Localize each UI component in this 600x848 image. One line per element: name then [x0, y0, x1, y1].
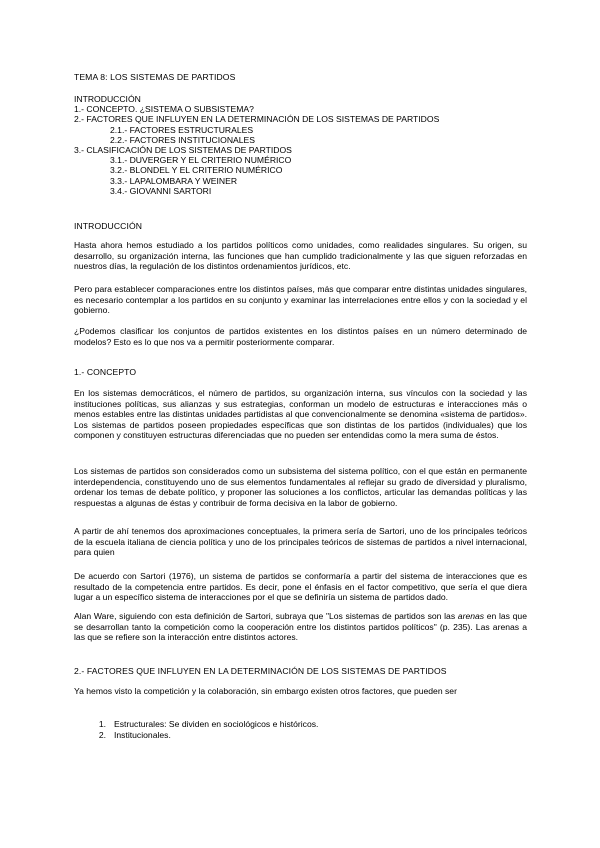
- section-heading-concepto: 1.- CONCEPTO: [74, 367, 137, 377]
- emphasis-text: arenas: [457, 611, 485, 621]
- paragraph: En los sistemas democráticos, el número de partidos, su organización interna, sus vínculos con la sociedad y las instituciones políticas, sus alianzas y sus estrategias, conforman un modelo de estructuras e interacciones más o menos estables entre las distintas unidades partidistas al que convencionalmente se denomina «sistema de partidos». Los sistemas de partidos poseen propiedades específicas que son distintas de los partidos (individuales) que los componen y constituyen estructuras diferenciadas que no pueden ser entendidas como la mera suma de éstos.: [74, 388, 527, 440]
- toc-subitem: 3.4.- GIOVANNI SARTORI: [110, 185, 212, 196]
- section-heading-factores: 2.- FACTORES QUE INFLUYEN EN LA DETERMINACIÓN DE LOS SISTEMAS DE PARTIDOS: [74, 666, 447, 676]
- toc-subitem: 2.2.- FACTORES INSTITUCIONALES: [110, 134, 256, 145]
- toc-subitem: 2.1.- FACTORES ESTRUCTURALES: [110, 124, 254, 135]
- toc-item: 1.- CONCEPTO. ¿SISTEMA O SUBSISTEMA?: [74, 104, 254, 115]
- list-item: [84, 719, 524, 730]
- toc-subitem: 3.3.- LAPALOMBARA Y WEINER: [110, 175, 238, 186]
- paragraph: ¿Podemos clasificar los conjuntos de partidos existentes en los distintos países en un número determinado de modelos? Esto es lo que nos va a permitir posteriormente comparar.: [74, 326, 527, 347]
- paragraph: Hasta ahora hemos estudiado a los partidos políticos como unidades, como realidades singulares. Su origen, su desarrollo, su organización interna, las funciones que han cumplido tradicionalmente y las que siguen reforzadas en nuestros días, la regulación de los distintos ordenamientos jurídicos, etc.: [74, 240, 527, 271]
- toc-item: INTRODUCCIÓN: [74, 94, 141, 104]
- toc-item: 3.- CLASIFICACIÓN DE LOS SISTEMAS DE PARTIDOS: [74, 144, 292, 155]
- text-run: Alan Ware, siguiendo con esta definición de Sartori, subraya que "Los sistemas de partidos son las: [74, 611, 458, 621]
- table-of-contents: [74, 94, 527, 196]
- toc-subitem: 3.1.- DUVERGER Y EL CRITERIO NUMÉRICO: [110, 155, 292, 166]
- toc-subitem: 3.2.- BLONDEL Y EL CRITERIO NUMÉRICO: [110, 165, 283, 176]
- toc-item: 2.- FACTORES QUE INFLUYEN EN LA DETERMINACIÓN DE LOS SISTEMAS DE PARTIDOS: [74, 114, 440, 125]
- text-run: en las que se desarrollan tanto la competición como la cooperación entre los distintos partidos políticos" (p. 235). Las arenas a las que se refiere son la interacción entre distintos actores.: [74, 611, 527, 642]
- paragraph: Pero para establecer comparaciones entre los distintos países, más que comparar entre distintas unidades singulares, es necesario contemplar a los partidos en su conjunto y examinar las interrelaciones entre ellos y con la sociedad y el gobierno.: [74, 284, 527, 315]
- list-item-text: Institucionales.: [114, 730, 171, 740]
- paragraph-ware: [74, 611, 527, 643]
- list-number: 1.: [98, 719, 106, 729]
- list-item-text: Estructurales: Se dividen en sociológicos e históricos.: [114, 719, 319, 729]
- paragraph: Los sistemas de partidos son considerados como un subsistema del sistema político, con el que están en permanente interdependencia, constituyendo uno de sus elementos fundamentales al reflejar su grado de diversidad y pluralismo, ordenar los temas de debate político, y proponer las soluciones a los conflictos, articular las demandas políticas y las respuestas a algunas de éstas y contribuir de forma decisiva en la labor de gobierno.: [74, 466, 527, 508]
- paragraph: Ya hemos visto la competición y la colaboración, sin embargo existen otros factores, que pueden ser: [74, 686, 457, 696]
- paragraph: De acuerdo con Sartori (1976), un sistema de partidos se conformaría a partir del sistema de interacciones que es resultado de la competencia entre partidos. Es decir, pone el énfasis en el factor competitivo, que sería el que diera lugar a un específico sistema de interacciones por el que se definiría un sistema de partidos dado.: [74, 571, 527, 602]
- list-number: 2.: [98, 730, 106, 740]
- list-item: [84, 730, 524, 741]
- section-heading-introduccion: INTRODUCCIÓN: [74, 221, 143, 231]
- numbered-list: [84, 719, 524, 741]
- paragraph: A partir de ahí tenemos dos aproximaciones conceptuales, la primera sería de Sartori, uno de los principales teóricos de la escuela italiana de ciencia política y uno de los principales teóricos de sistemas de partidos a nivel internacional, para quien: [74, 526, 527, 557]
- document-title: TEMA 8: LOS SISTEMAS DE PARTIDOS: [74, 72, 236, 82]
